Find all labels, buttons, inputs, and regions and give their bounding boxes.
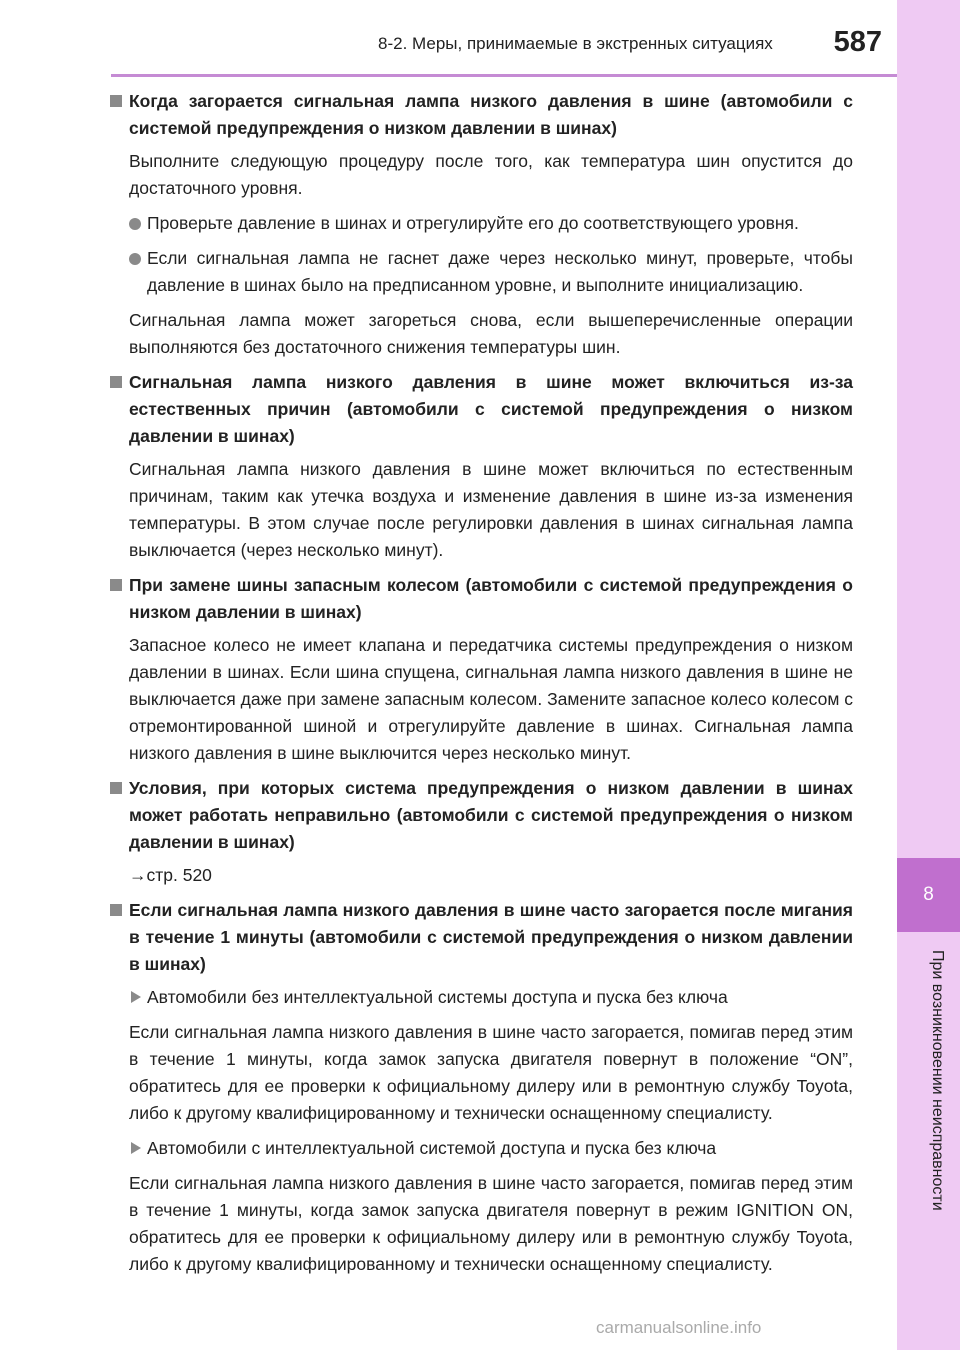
page-content	[107, 83, 853, 1286]
section-heading	[107, 572, 853, 626]
heading-text: Сигнальная лампа низкого давления в шине может включиться из-за естественных причин (автомобили с системой предупреждения о низком давлении в шинах)	[129, 372, 853, 446]
chapter-title: При возникновении неисправности	[929, 950, 946, 1211]
page-number: 587	[833, 26, 882, 58]
section-heading	[107, 775, 853, 856]
list-item-text: Проверьте давление в шинах и отрегулируйте его до соответствующего уровня.	[147, 213, 799, 233]
subheading	[129, 984, 853, 1011]
round-bullet-icon	[129, 253, 141, 265]
heading-text: Если сигнальная лампа низкого давления в шине часто загорается после мигания в течение 1 минуты (автомобили с системой предупреждения о низком давлении в шинах)	[129, 900, 853, 974]
subheading-text: Автомобили без интеллектуальной системы доступа и пуска без ключа	[147, 987, 728, 1007]
square-bullet-icon	[110, 904, 122, 916]
section-heading	[107, 369, 853, 450]
section-heading	[107, 897, 853, 978]
paragraph: Сигнальная лампа может загореться снова, если вышеперечисленные операции выполняются без достаточного снижения температуры шин.	[129, 310, 853, 357]
chapter-number-tab: 8	[897, 858, 960, 932]
heading-text: Когда загорается сигнальная лампа низкого давления в шине (автомобили с системой предупреждения о низком давлении в шинах)	[129, 91, 853, 138]
subheading	[129, 1135, 853, 1162]
paragraph: Если сигнальная лампа низкого давления в шине часто загорается, помигав перед этим в течение 1 минуты, когда замок запуска двигателя повернут в режим IGNITION ON, обратитесь для ее проверки к официальному дилеру или в ремонтную службу Toyota, либо к другому квалифицированному и технически оснащенному специалисту.	[129, 1173, 853, 1274]
heading-text: При замене шины запасным колесом (автомобили с системой предупреждения о низком давлении в шинах)	[129, 575, 853, 622]
paragraph: Выполните следующую процедуру после того, как температура шин опустится до достаточного уровня.	[129, 151, 853, 198]
running-header: 8-2. Меры, принимаемые в экстренных ситуациях	[378, 34, 773, 53]
triangle-bullet-icon	[131, 1142, 141, 1154]
list-item-text: Если сигнальная лампа не гаснет даже через несколько минут, проверьте, чтобы давление в шинах было на предписанном уровне, и выполните инициализацию.	[147, 248, 853, 295]
paragraph: Запасное колесо не имеет клапана и передатчика системы предупреждения о низком давлении в шинах. Если шина спущена, сигнальная лампа низкого давления в шине не выключается даже при замене запасным колесом. Замените запасное колесо колесом с отремонтированной шиной и отрегулируйте давление в шинах. Сигнальная лампа низкого давления в шине выключится через несколько минут.	[129, 635, 853, 763]
list-item	[129, 210, 853, 237]
square-bullet-icon	[110, 95, 122, 107]
section-heading	[107, 88, 853, 142]
subheading-text: Автомобили с интеллектуальной системой доступа и пуска без ключа	[147, 1138, 717, 1158]
page-reference: →стр. 520	[129, 865, 212, 885]
square-bullet-icon	[110, 579, 122, 591]
square-bullet-icon	[110, 376, 122, 388]
round-bullet-icon	[129, 218, 141, 230]
paragraph: Если сигнальная лампа низкого давления в шине часто загорается, помигав перед этим в течение 1 минуты, когда замок запуска двигателя повернут в положение “ON”, обратитесь для ее проверки к официальному дилеру или в ремонтную службу Toyota, либо к другому квалифицированному и технически оснащенному специалисту.	[129, 1022, 853, 1123]
paragraph: Сигнальная лампа низкого давления в шине может включиться по естественным причинам, таким как утечка воздуха и изменение давления в шине из-за изменения температуры. В этом случае после регулировки давления в шинах сигнальная лампа выключается (через несколько минут).	[129, 459, 853, 560]
header-divider	[111, 74, 897, 77]
square-bullet-icon	[110, 782, 122, 794]
triangle-bullet-icon	[131, 991, 141, 1003]
heading-text: Условия, при которых система предупреждения о низком давлении в шинах может работать неправильно (автомобили с системой предупреждения о низком давлении в шинах)	[129, 778, 853, 852]
list-item	[129, 245, 853, 299]
watermark: carmanualsonline.info	[596, 1318, 762, 1337]
